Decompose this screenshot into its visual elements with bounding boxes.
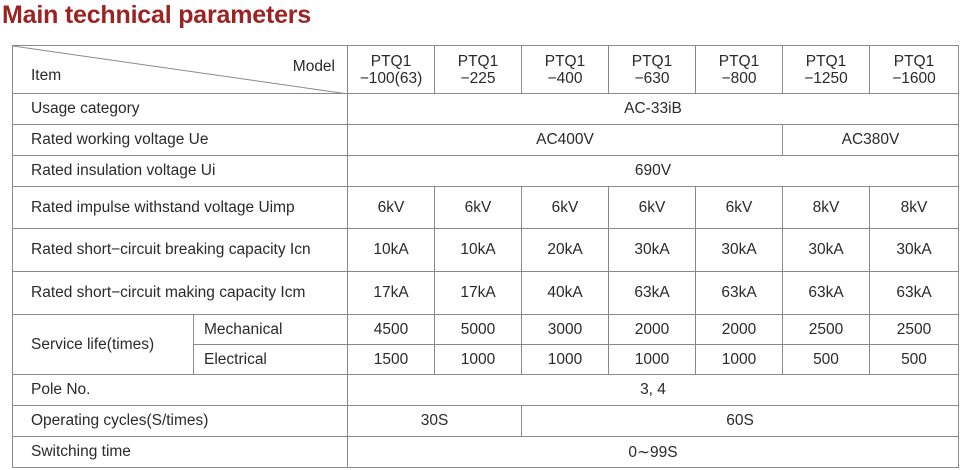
table-cell: 2000	[609, 315, 696, 345]
page-title: Main technical parameters	[2, 1, 312, 29]
row-label: Switching time	[13, 437, 348, 468]
table-cell: 30kA	[783, 229, 870, 272]
table-cell: 1000	[609, 345, 696, 375]
model-header-cell: PTQ1 −225	[435, 46, 522, 94]
table-cell: 20kA	[522, 229, 609, 272]
item-model-header-cell	[13, 46, 348, 94]
parameters-table	[12, 45, 959, 468]
table-row	[13, 229, 959, 272]
row-label: Rated impulse withstand voltage Uimp	[13, 187, 348, 229]
row-label: Pole No.	[13, 375, 348, 406]
table-cell: 6kV	[435, 187, 522, 229]
table-cell: 4500	[348, 315, 435, 345]
table-cell: 690V	[348, 156, 959, 187]
table-cell: 17kA	[348, 272, 435, 315]
table-cell: 8kV	[870, 187, 959, 229]
model-header: Model	[292, 58, 335, 75]
table-row	[13, 272, 959, 315]
row-label: Usage category	[13, 94, 348, 125]
table-row	[13, 406, 959, 437]
row-label: Rated working voltage Ue	[13, 125, 348, 156]
table-cell: 6kV	[348, 187, 435, 229]
model-header-cell: PTQ1 −1600	[870, 46, 959, 94]
table-cell: 30S	[348, 406, 522, 437]
table-cell: 17kA	[435, 272, 522, 315]
header-row	[13, 46, 959, 94]
table-cell: 30kA	[609, 229, 696, 272]
table-cell: 60S	[522, 406, 959, 437]
table-row	[13, 437, 959, 468]
table-row	[13, 375, 959, 406]
table-cell: AC-33iB	[348, 94, 959, 125]
item-header: Item	[31, 67, 62, 84]
table-cell: 30kA	[870, 229, 959, 272]
table-cell: 63kA	[609, 272, 696, 315]
table-cell: 2000	[696, 315, 783, 345]
table-cell: 1000	[696, 345, 783, 375]
table-cell: 500	[870, 345, 959, 375]
table-cell: 6kV	[522, 187, 609, 229]
table-cell: 3, 4	[348, 375, 959, 406]
row-label: Rated insulation voltage Ui	[13, 156, 348, 187]
row-label: Rated short−circuit breaking capacity Icn	[13, 229, 348, 272]
table-cell: 5000	[435, 315, 522, 345]
table-cell: 63kA	[783, 272, 870, 315]
table-cell: 3000	[522, 315, 609, 345]
table-cell: 1000	[435, 345, 522, 375]
table-cell: AC400V	[348, 125, 783, 156]
table-row	[13, 125, 959, 156]
model-header-cell: PTQ1 −100(63)	[348, 46, 435, 94]
row-label: Rated short−circuit making capacity Icm	[13, 272, 348, 315]
row-label: Operating cycles(S/times)	[13, 406, 348, 437]
table-cell: 10kA	[435, 229, 522, 272]
table-cell: 2500	[783, 315, 870, 345]
sub-row-label: Mechanical	[194, 315, 348, 345]
model-header-cell: PTQ1 −800	[696, 46, 783, 94]
table-row	[13, 94, 959, 125]
table-cell: 0∼99S	[348, 437, 959, 468]
model-header-cell: PTQ1 −400	[522, 46, 609, 94]
sub-row-label: Electrical	[194, 345, 348, 375]
table-cell: 500	[783, 345, 870, 375]
table-cell: 30kA	[696, 229, 783, 272]
row-label: Service life(times)	[13, 315, 194, 375]
table-row	[13, 156, 959, 187]
table-cell: 1000	[522, 345, 609, 375]
table-cell: 63kA	[870, 272, 959, 315]
model-header-cell: PTQ1 −1250	[783, 46, 870, 94]
table-cell: 6kV	[609, 187, 696, 229]
table-cell: 2500	[870, 315, 959, 345]
table-cell: AC380V	[783, 125, 959, 156]
table-cell: 1500	[348, 345, 435, 375]
model-header-cell: PTQ1 −630	[609, 46, 696, 94]
table-cell: 8kV	[783, 187, 870, 229]
table-row	[13, 315, 959, 345]
table-cell: 63kA	[696, 272, 783, 315]
table-row	[13, 187, 959, 229]
table-cell: 10kA	[348, 229, 435, 272]
table-cell: 6kV	[696, 187, 783, 229]
table-cell: 40kA	[522, 272, 609, 315]
